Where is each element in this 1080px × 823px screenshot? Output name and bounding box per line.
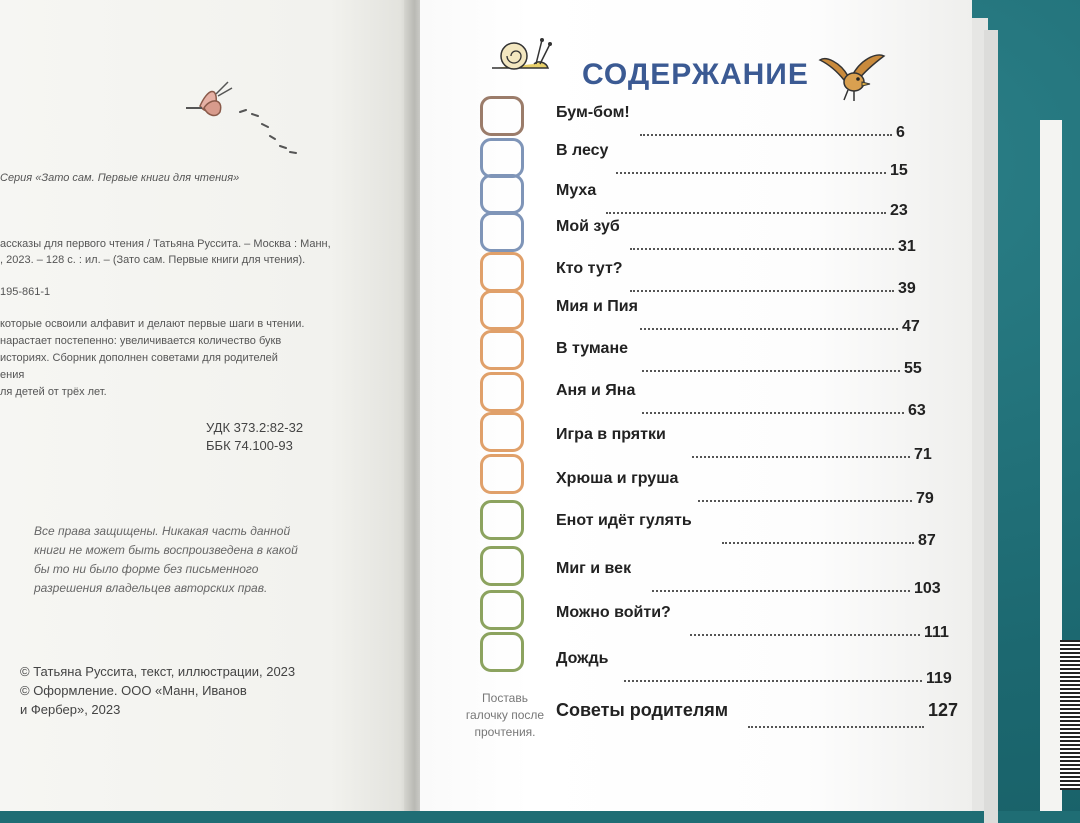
hint-line: галочку после xyxy=(465,708,545,722)
isbn: 195-861-1 xyxy=(0,286,51,298)
toc-leader-dots xyxy=(692,456,910,458)
toc-leader-dots xyxy=(698,500,912,502)
biblio-line: , 2023. – 128 с. : ил. – (Зато сам. Первые книги для чтения). xyxy=(0,254,306,266)
toc-row[interactable] xyxy=(556,142,976,179)
copyright-line: и Фербер», 2023 xyxy=(20,702,121,717)
copyright-line: © Татьяна Руссита, текст, иллюстрации, 2023 xyxy=(20,664,296,679)
toc-page-number: 119 xyxy=(926,670,952,687)
butterfly-icon xyxy=(180,74,310,164)
toc-row[interactable] xyxy=(556,218,976,255)
read-checkbox[interactable] xyxy=(480,138,524,178)
toc-row[interactable] xyxy=(556,426,976,463)
toc-page-number: 87 xyxy=(918,532,936,549)
toc-label: Бум-бом! xyxy=(556,104,630,121)
toc-label: Муха xyxy=(556,182,597,199)
toc-leader-dots xyxy=(606,212,886,214)
toc-row[interactable] xyxy=(556,382,976,419)
toc-leader-dots xyxy=(624,680,922,682)
read-checkbox[interactable] xyxy=(480,330,524,370)
left-page xyxy=(0,0,412,811)
toc-leader-dots xyxy=(630,248,894,250)
toc-leader-dots xyxy=(642,412,904,414)
toc-row[interactable] xyxy=(556,298,976,335)
toc-leader-dots xyxy=(640,134,892,136)
annotation-line: ения xyxy=(0,369,25,381)
read-checkbox[interactable] xyxy=(480,590,524,630)
biblio-line: ассказы для первого чтения / Татьяна Руссита. – Москва : Манн, xyxy=(0,238,331,250)
toc-row[interactable] xyxy=(556,470,976,507)
toc-label: Дождь xyxy=(556,650,609,667)
toc-row[interactable] xyxy=(556,700,976,722)
toc-label: Мия и Пия xyxy=(556,298,638,315)
toc-leader-dots xyxy=(642,370,900,372)
toc-page-number: 23 xyxy=(890,202,908,219)
read-checkbox[interactable] xyxy=(480,252,524,292)
toc-page-number: 6 xyxy=(896,124,905,141)
hint-line: Поставь xyxy=(482,691,528,705)
toc-leader-dots xyxy=(722,542,914,544)
toc-row[interactable] xyxy=(556,560,976,597)
read-checkbox[interactable] xyxy=(480,632,524,672)
toc-page-number: 127 xyxy=(928,700,959,720)
toc-label: Енот идёт гулять xyxy=(556,512,692,529)
toc-page-number: 103 xyxy=(914,580,941,597)
read-checkbox[interactable] xyxy=(480,96,524,136)
toc-label: Аня и Яна xyxy=(556,382,636,399)
read-checkbox[interactable] xyxy=(480,500,524,540)
series-line: Серия «Зато сам. Первые книги для чтения» xyxy=(0,172,240,184)
page-edge xyxy=(1040,120,1062,811)
toc-row[interactable] xyxy=(556,512,976,549)
toc-leader-dots xyxy=(690,634,920,636)
toc-label: В лесу xyxy=(556,142,609,159)
toc-label: Советы родителям xyxy=(556,700,729,720)
toc-page-number: 79 xyxy=(916,490,934,507)
toc-row[interactable] xyxy=(556,650,976,687)
toc-page-number: 111 xyxy=(924,624,949,641)
hint-line: прочтения. xyxy=(474,725,536,739)
toc-page-number: 15 xyxy=(890,162,908,179)
toc-page-number: 63 xyxy=(908,402,926,419)
toc-label: В тумане xyxy=(556,340,629,357)
toc-leader-dots xyxy=(630,290,894,292)
toc-leader-dots xyxy=(640,328,898,330)
toc-label: Миг и век xyxy=(556,560,632,577)
toc-page-number: 55 xyxy=(904,360,922,377)
toc-label: Игра в прятки xyxy=(556,426,666,443)
toc-label: Можно войти? xyxy=(556,604,671,621)
contents-title: СОДЕРЖАНИЕ xyxy=(582,58,809,91)
toc-label: Хрюша и груша xyxy=(556,470,679,487)
toc-row[interactable] xyxy=(556,340,976,377)
read-checkbox[interactable] xyxy=(480,546,524,586)
toc-row[interactable] xyxy=(556,182,976,219)
read-checkbox[interactable] xyxy=(480,174,524,214)
toc-leader-dots xyxy=(652,590,910,592)
annotation-line: историях. Сборник дополнен советами для родителей xyxy=(0,352,278,364)
bbk: ББК 74.100-93 xyxy=(206,438,293,453)
bird-icon xyxy=(818,46,888,102)
toc-label: Мой зуб xyxy=(556,218,620,235)
read-checkbox[interactable] xyxy=(480,412,524,452)
snail-icon xyxy=(488,34,558,74)
annotation-line: ля детей от трёх лет. xyxy=(0,386,107,398)
copyright xyxy=(20,662,295,719)
rights-line: разрешения владельцев авторских прав. xyxy=(34,581,268,595)
toc-leader-dots xyxy=(616,172,886,174)
page-edge xyxy=(984,30,998,823)
toc-row[interactable] xyxy=(556,604,976,641)
rights-notice xyxy=(34,522,298,598)
toc-row[interactable] xyxy=(556,104,976,141)
toc-row[interactable] xyxy=(556,260,976,297)
read-checkbox[interactable] xyxy=(480,454,524,494)
rights-line: Все права защищены. Никакая часть данной xyxy=(34,524,291,538)
toc-page-number: 47 xyxy=(902,318,920,335)
annotation-line: нарастает постепенно: увеличивается количество букв xyxy=(0,335,282,347)
toc-page-number: 71 xyxy=(914,446,932,463)
read-checkbox[interactable] xyxy=(480,372,524,412)
annotation-line: которые освоили алфавит и делают первые шаги в чтении. xyxy=(0,318,305,330)
checkbox-hint xyxy=(450,690,560,741)
toc-label: Кто тут? xyxy=(556,260,623,277)
udk: УДК 373.2:82-32 xyxy=(206,420,304,435)
toc-page-number: 39 xyxy=(898,280,916,297)
read-checkbox[interactable] xyxy=(480,290,524,330)
copyright-line: © Оформление. ООО «Манн, Иванов xyxy=(20,683,247,698)
toc-page-number: 31 xyxy=(898,238,916,255)
read-checkbox[interactable] xyxy=(480,212,524,252)
rights-line: книги не может быть воспроизведена в какой xyxy=(34,543,298,557)
toc-leader-dots xyxy=(748,726,924,728)
barcode-edge xyxy=(1060,640,1080,790)
rights-line: бы то ни было форме без письменного xyxy=(34,562,259,576)
